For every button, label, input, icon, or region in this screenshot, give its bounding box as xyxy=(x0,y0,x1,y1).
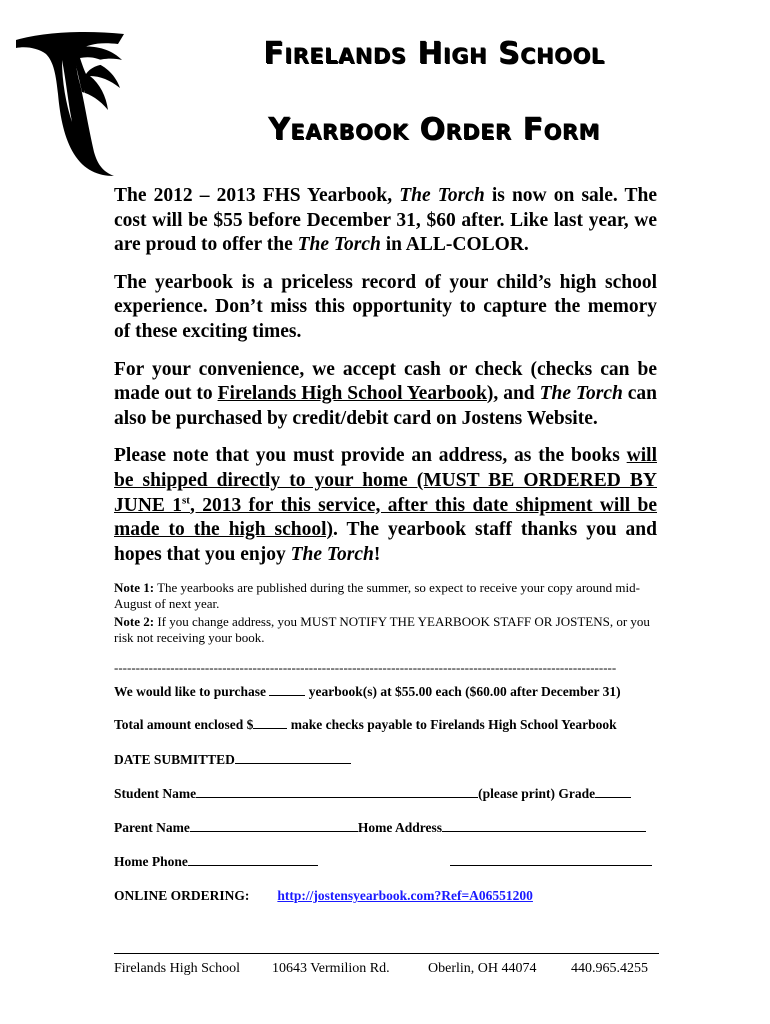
note-2: Note 2: If you change address, you MUST NOTIFY THE YEARBOOK STAFF OR JOSTENS, or you risk not receiving your book. xyxy=(114,614,650,646)
total-amount-field[interactable] xyxy=(253,716,287,729)
home-address-field[interactable] xyxy=(442,819,646,832)
date-line: DATE SUBMITTED xyxy=(114,751,659,768)
address-continued-field[interactable] xyxy=(450,853,652,866)
shipping-paragraph: Please note that you must provide an address, as the books will be shipped directly to your home (MUST BE ORDERED BY JUNE 1st, 2013 for this service, after this date shipment will be made to the high school). The yearbook staff thanks you and hopes that you enjoy The Torch! xyxy=(114,445,658,565)
parent-name-field[interactable] xyxy=(190,819,358,832)
student-name-field[interactable] xyxy=(196,785,478,798)
cut-line-divider: -------------------------------------------------------------------------------------------------------------------- xyxy=(114,660,617,675)
footer-school: Firelands High School xyxy=(114,961,240,976)
parent-line: Parent Name Home Address xyxy=(114,819,659,836)
priceless-record-paragraph: The yearbook is a priceless record of your child’s high school experience. Don’t miss this opportunity to capture the memory of these exciting times. xyxy=(114,271,657,342)
home-phone-field[interactable] xyxy=(188,853,318,866)
total-line: Total amount enclosed $ make checks payable to Firelands High School Yearbook xyxy=(114,717,617,732)
falcon-head-logo-icon xyxy=(14,30,126,178)
footer-street: 10643 Vermilion Rd. xyxy=(272,961,390,976)
student-line: Student Name (please print) Grade xyxy=(114,785,659,802)
date-field[interactable] xyxy=(235,751,351,764)
footer-city: Oberlin, OH 44074 xyxy=(428,961,537,976)
purchase-line: We would like to purchase yearbook(s) at $55.00 each ($60.00 after December 31) xyxy=(114,684,621,699)
online-ordering-line: ONLINE ORDERING: http://jostensyearbook.com?Ref=A06551200 xyxy=(114,888,533,903)
school-title: Firelands High School xyxy=(263,36,605,71)
jostens-order-link[interactable]: http://jostensyearbook.com?Ref=A06551200 xyxy=(277,888,533,903)
phone-line: Home Phone xyxy=(114,853,659,870)
note-1: Note 1: The yearbooks are published during the summer, so expect to receive your copy around mid-August of next year. xyxy=(114,580,640,612)
footer-rule xyxy=(114,953,659,954)
form-title: Yearbook Order Form xyxy=(268,112,600,147)
pricing-paragraph: The 2012 – 2013 FHS Yearbook, The Torch is now on sale. The cost will be $55 before December 31, $60 after. Like last year, we are proud to offer the The Torch in ALL-COLOR. xyxy=(114,185,657,256)
payment-paragraph: For your convenience, we accept cash or check (checks can be made out to Firelands High School Yearbook), and The Torch can also be purchased by credit/debit card on Jostens Website. xyxy=(114,358,658,429)
grade-field[interactable] xyxy=(595,785,631,798)
footer-phone: 440.965.4255 xyxy=(571,961,648,976)
intro-section xyxy=(114,184,657,646)
quantity-field[interactable] xyxy=(269,683,305,696)
